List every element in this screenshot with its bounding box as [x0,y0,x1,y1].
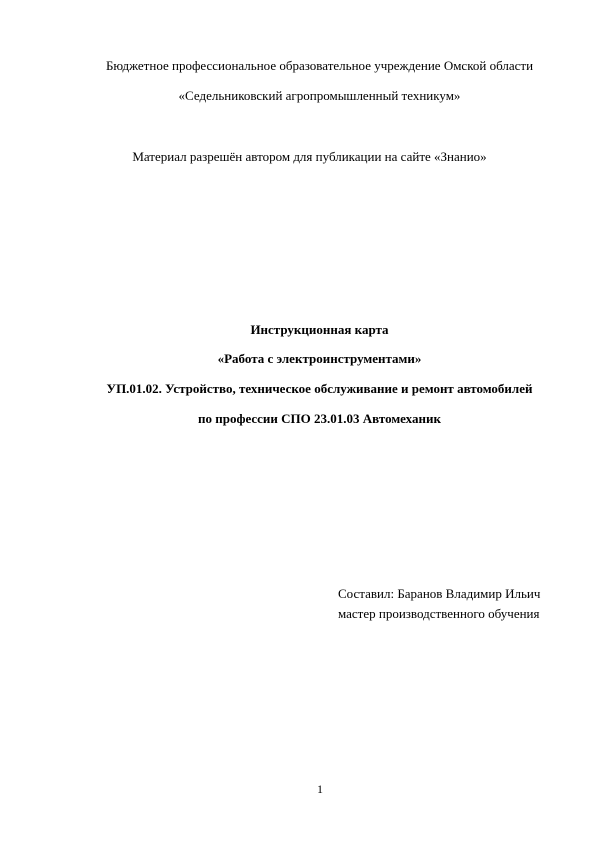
page-number: 1 [317,782,323,796]
institution-name-line2: «Седельниковский агропромышленный техникум» [178,88,461,103]
author-name: Составил: Баранов Владимир Ильич [338,586,541,601]
profession-heading: по профессии СПО 23.01.03 Автомеханик [198,411,441,426]
document-type-heading: Инструкционная карта [250,322,389,337]
permission-note: Материал разрешён автором для публикации на сайте «Знанио» [132,149,487,164]
institution-name-line1: Бюджетное профессиональное образовательное учреждение Омской области [105,58,534,73]
course-heading: УП.01.02. Устройство, техническое обслуживание и ремонт автомобилей [106,381,533,396]
document-topic-heading: «Работа с электроинструментами» [217,351,422,366]
author-position: мастер производственного обучения [338,606,540,621]
